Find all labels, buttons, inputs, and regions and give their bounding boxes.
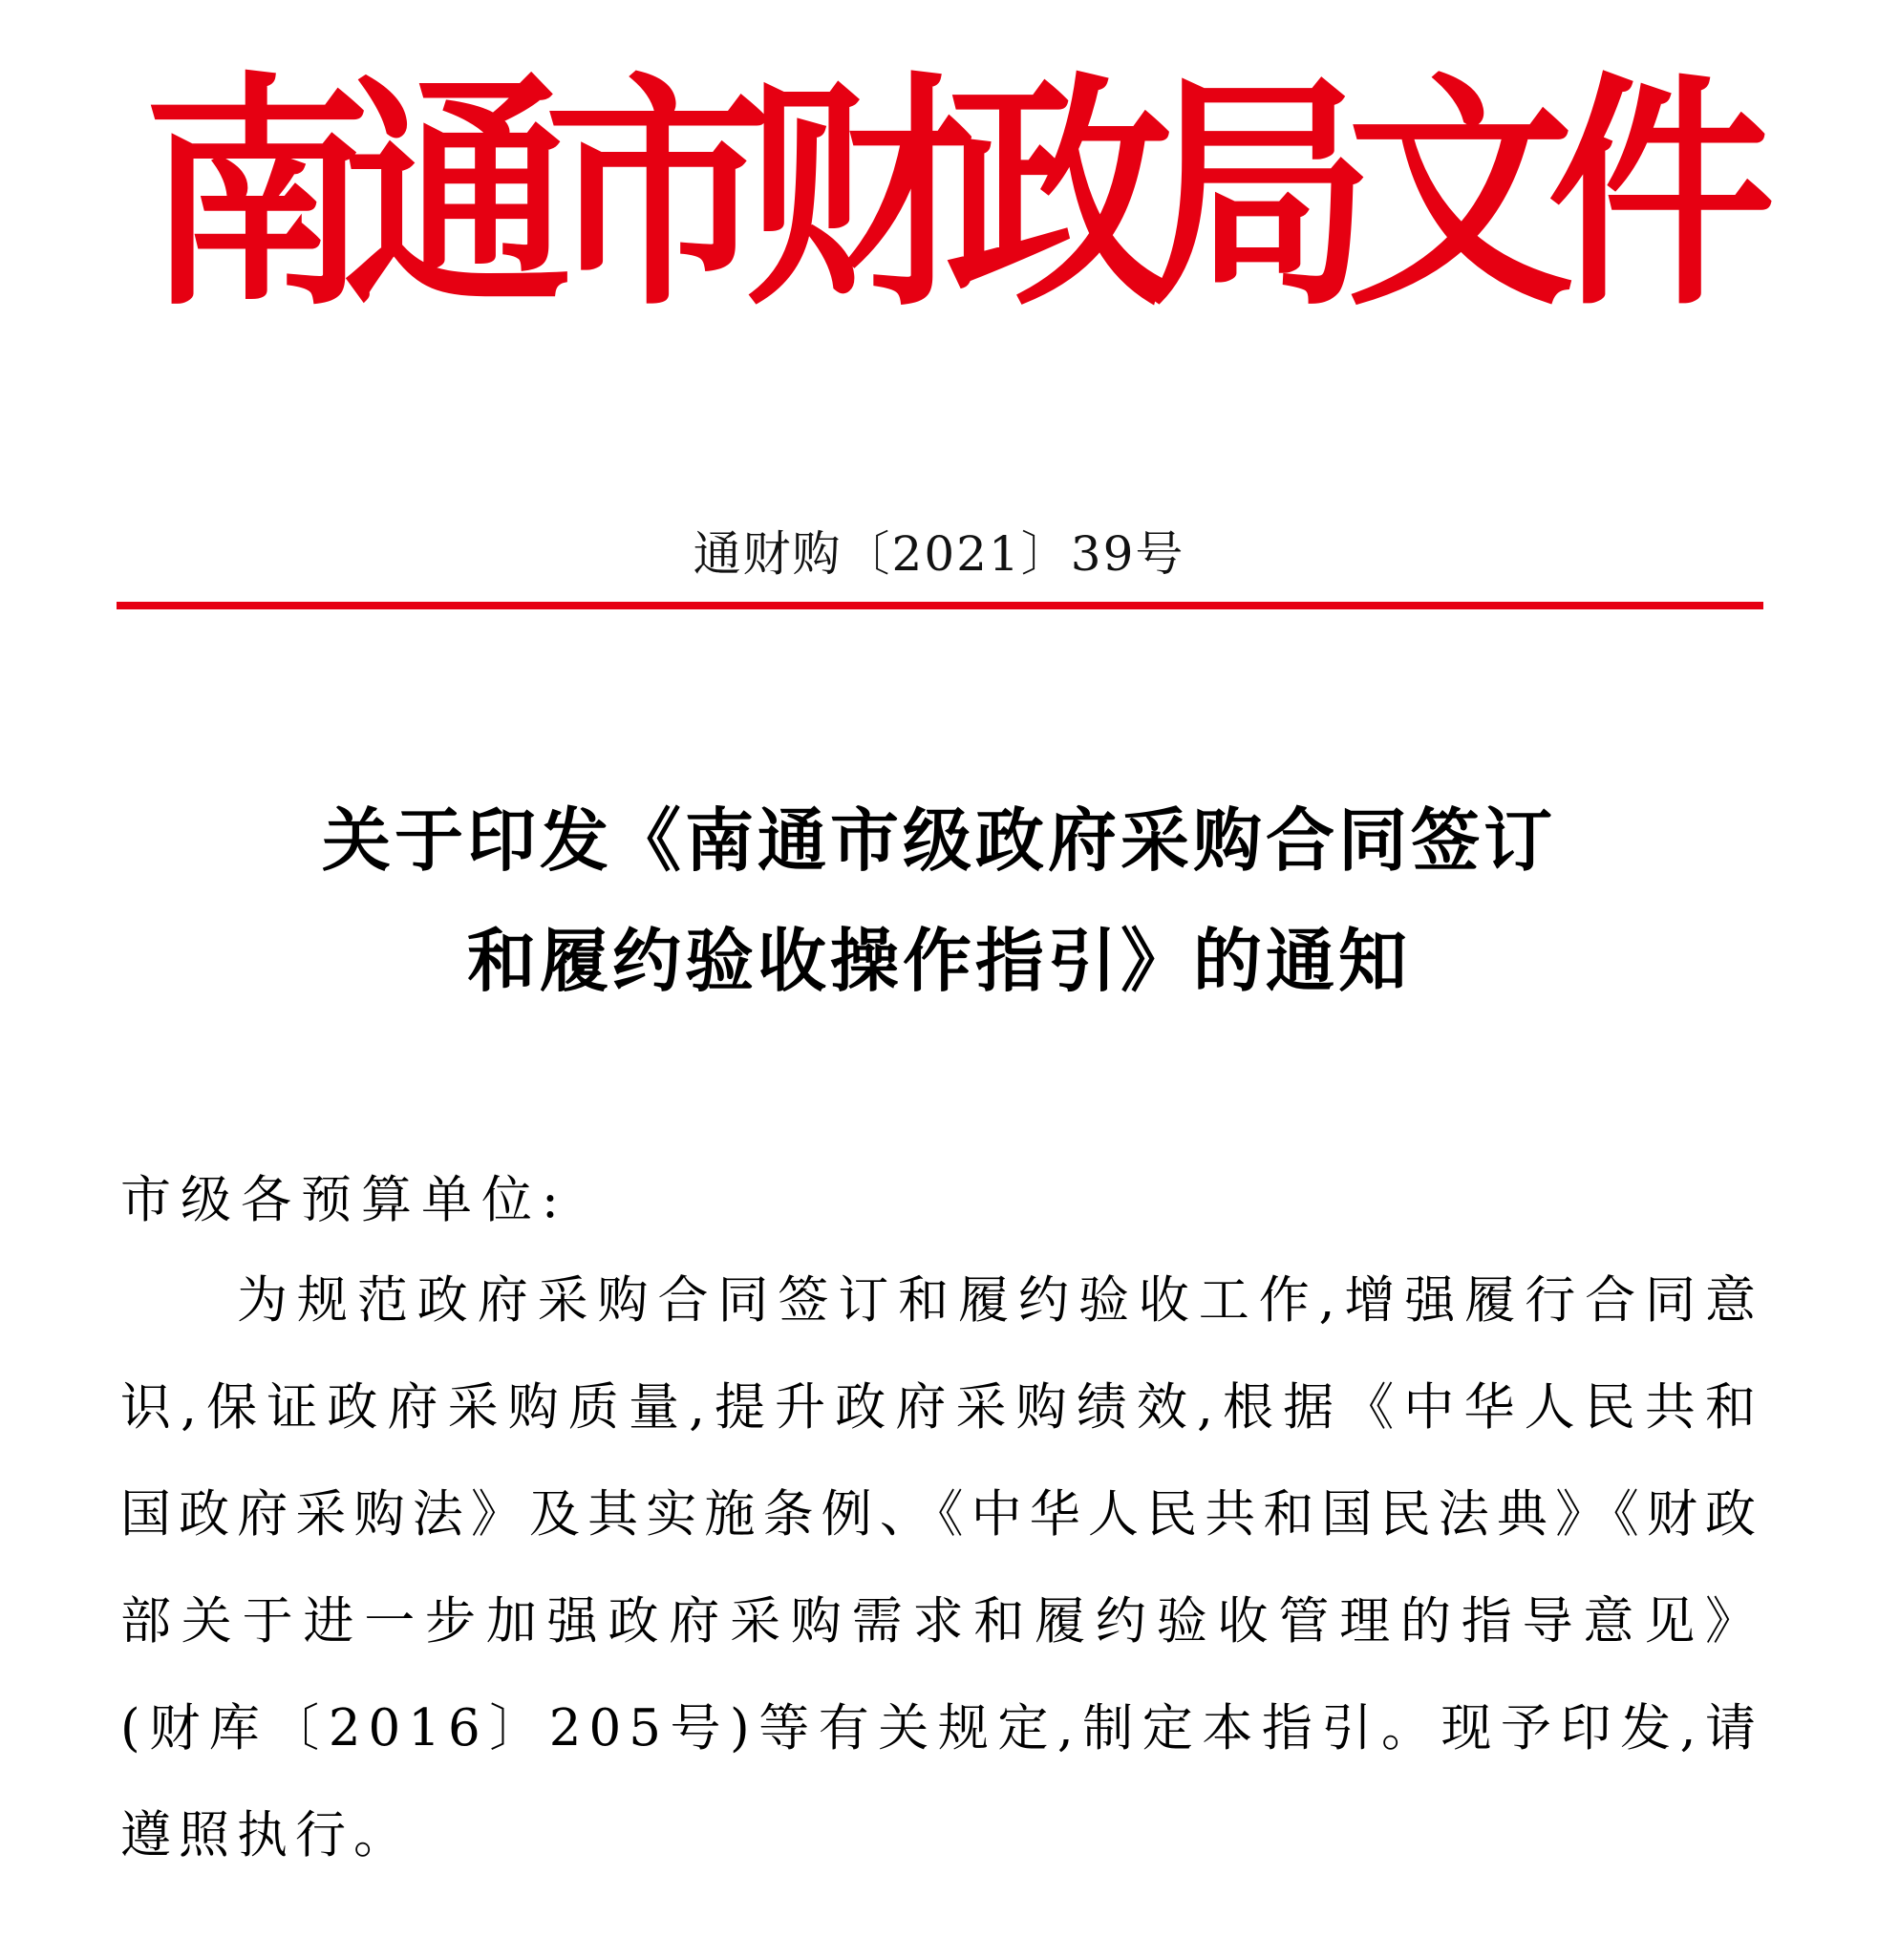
masthead-char: 财 (745, 51, 972, 340)
masthead (143, 51, 1775, 340)
title-line-2: 和履约验收操作指引》的通知 (466, 920, 1411, 1001)
masthead-char: 南 (143, 51, 371, 340)
body-paragraph: 为规范政府采购合同签订和履约验收工作,增强履行合同意识,保证政府采购质量,提升政府采购绩效,根据《中华人民共和国政府采购法》及其实施条例、《中华人民共和国民法典》《财政部关于进一步加强政府采购需求和履约验收管理的指导意见》(财库〔2016〕205号)等有关规定,制定本指引。现予印发,请遵照执行。 (120, 1271, 1763, 1864)
addressee: 市级各预算单位: (120, 1171, 568, 1229)
masthead-char: 文 (1347, 51, 1574, 340)
masthead-char: 市 (544, 51, 772, 340)
masthead-char: 局 (1146, 51, 1374, 340)
title-line-1: 关于印发《南通市级政府采购合同签订 (321, 799, 1556, 881)
document-number: 通财购〔2021〕39号 (693, 526, 1185, 582)
masthead-char: 通 (344, 51, 571, 340)
masthead-char: 政 (946, 51, 1173, 340)
masthead-char: 件 (1547, 51, 1775, 340)
red-separator-line (117, 602, 1763, 609)
